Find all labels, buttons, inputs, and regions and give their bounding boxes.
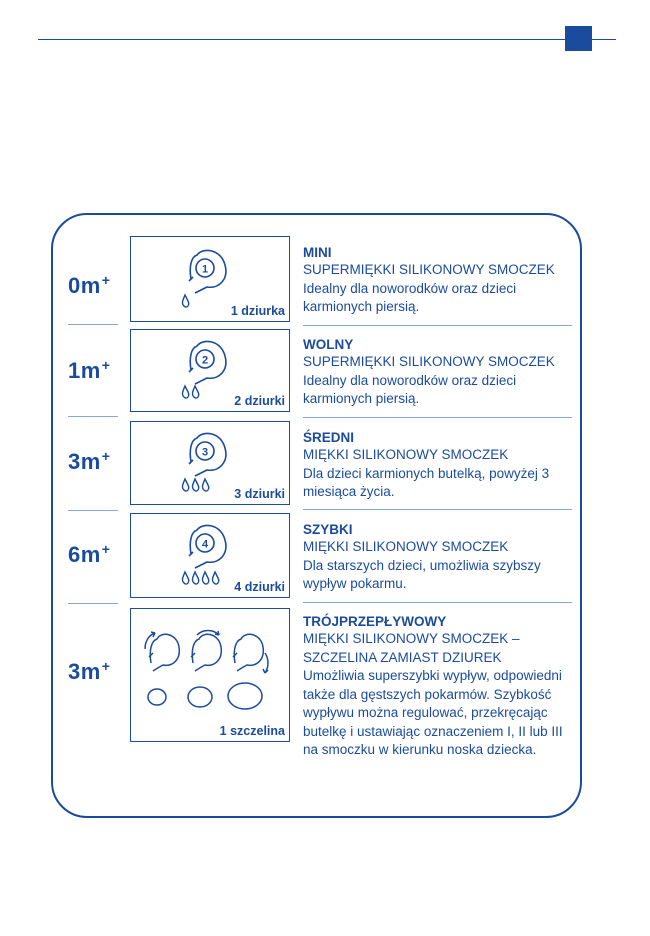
nipple-body: Dla starszych dzieci, umożliwia szybszy wypływ pokarmu. xyxy=(303,557,541,591)
age-label: 3m+ xyxy=(68,658,111,684)
nipple-icon-box xyxy=(130,513,290,598)
row-divider xyxy=(303,602,572,603)
svg-text:1: 1 xyxy=(201,263,209,276)
nipple-description xyxy=(303,522,578,594)
drops-icon xyxy=(182,572,218,584)
nipple-name: MINI xyxy=(303,245,332,260)
svg-text:3: 3 xyxy=(201,446,209,459)
holes-label: 1 szczelina xyxy=(219,724,285,738)
nipple-body: Idealny dla noworodków oraz dzieci karmionych piersią. xyxy=(303,280,517,314)
age-label: 3m+ xyxy=(68,448,111,474)
nipple-icon-box xyxy=(130,608,290,742)
nipple-name: ŚREDNI xyxy=(303,430,355,445)
nipple-body: Dla dzieci karmionych butelką, powyżej 3 miesiąca życia. xyxy=(303,465,550,499)
nipple-body: Umożliwia superszybki wypływ, odpowiedni także dla gęstszych pokarmów. Szybkość wypływu można regulować, przekręcając butelkę i ustawiając oznaczeniem I, II lub III na smoczku w kierunku noska dziecka. xyxy=(303,668,563,757)
age-divider xyxy=(68,324,118,325)
nipple-subtitle: SUPERMIĘKKI SILIKONOWY SMOCZEK xyxy=(303,354,555,369)
nipple-description xyxy=(303,245,578,317)
drop-icon xyxy=(182,295,188,307)
nipple-subtitle: MIĘKKI SILIKONOWY SMOCZEK – SZCZELINA ZAMIAST DZIUREK xyxy=(303,631,520,665)
nipple-description xyxy=(303,430,578,502)
nipple-icon-box xyxy=(130,236,290,322)
header-square xyxy=(565,26,592,51)
nipple-name: SZYBKI xyxy=(303,522,353,537)
nipple-description xyxy=(303,337,578,409)
nipple-icon-box xyxy=(130,329,290,412)
nipple-subtitle: MIĘKKI SILIKONOWY SMOCZEK xyxy=(303,447,509,462)
holes-label: 4 dziurki xyxy=(234,580,285,594)
drops-icon xyxy=(182,479,208,491)
nipple-icon-box xyxy=(130,421,290,505)
variflow-nipple-icon xyxy=(131,609,291,743)
nipple-subtitle: MIĘKKI SILIKONOWY SMOCZEK xyxy=(303,539,509,554)
drops-icon xyxy=(182,386,198,398)
nipple-name: TRÓJPRZEPŁYWOWY xyxy=(303,614,447,629)
holes-label: 2 dziurki xyxy=(234,394,285,408)
age-label: 6m+ xyxy=(68,541,111,567)
row-divider xyxy=(303,509,572,510)
holes-label: 1 dziurka xyxy=(230,304,285,318)
svg-text:2: 2 xyxy=(201,354,209,367)
svg-text:4: 4 xyxy=(201,538,209,551)
age-divider xyxy=(68,603,118,604)
age-label: 0m+ xyxy=(68,272,111,298)
nipple-description xyxy=(303,614,578,760)
nipple-body: Idealny dla noworodków oraz dzieci karmionych piersią. xyxy=(303,372,517,406)
age-divider xyxy=(68,510,118,511)
header-rule xyxy=(38,39,616,40)
row-divider xyxy=(303,325,572,326)
age-divider xyxy=(68,416,118,417)
age-label: 1m+ xyxy=(68,357,111,383)
nipple-name: WOLNY xyxy=(303,337,354,352)
row-divider xyxy=(303,417,572,418)
nipple-subtitle: SUPERMIĘKKI SILIKONOWY SMOCZEK xyxy=(303,262,555,277)
holes-label: 3 dziurki xyxy=(234,487,285,501)
